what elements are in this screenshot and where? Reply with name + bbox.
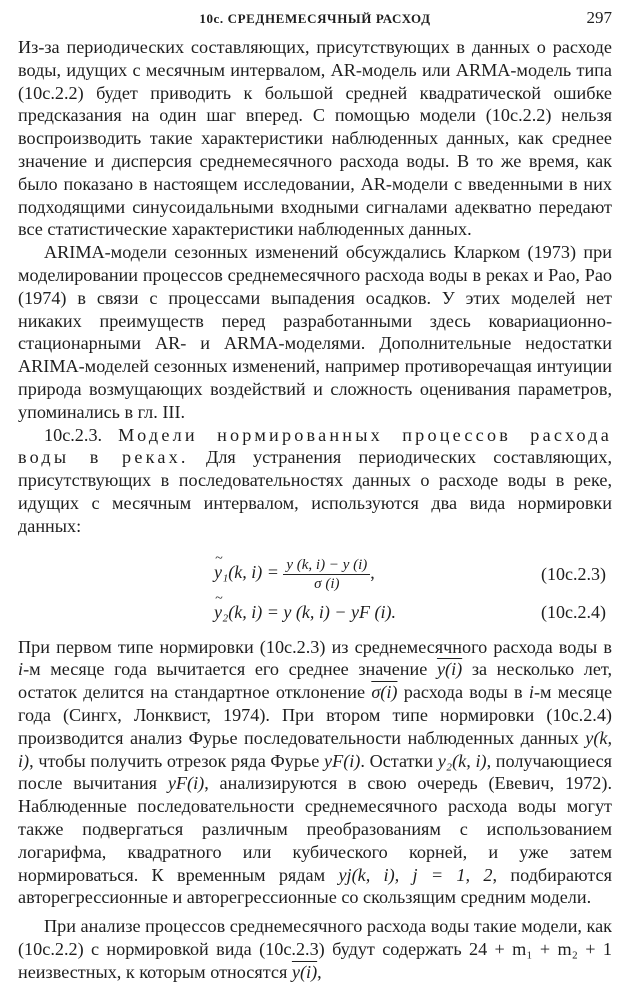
eq2-label: (10с.2.4) xyxy=(541,601,606,622)
p4-part-e: -м месяце года (Сингх, Лонквист, 1974). При втором типе нормировки (10с.2.4) производится анализ Фурье последовательности наблюденных данных xyxy=(18,682,613,748)
running-head: 10с. СРЕДНЕМЕСЯЧНЫЙ РАСХОД xyxy=(199,11,431,26)
math-sigma: σ(i) xyxy=(371,682,398,703)
p4-part-i: , анализируются в свою очередь (Евевич, 1972). Наблюденные последовательности среднемесячного расхода воды могут также подвергаться различным преобразованиям с использованием логарифма, квадратного или кубического корней, и уже затем нормироваться. К временным рядам xyxy=(18,773,613,885)
p4-part-g: . Остатки xyxy=(360,750,434,771)
p4-part-f: , чтобы получить отрезок ряда Фурье xyxy=(29,750,320,771)
section-number: 10с.2.3. xyxy=(44,424,103,445)
p4-part-h: , получающиеся после вычитания xyxy=(18,750,613,794)
page-header xyxy=(18,0,612,36)
section-heading: Модели нормированных процессов расхода воды в реках. xyxy=(18,424,612,468)
paragraph-2: ARIMA-модели сезонных изменений обсуждались Кларком (1973) при моделировании процессов среднемесячного расхода воды в реках и Рао, Рао (1974) в связи с процессами выпадения осадков. У этих моделей нет никаких преимуществ перед разработанными здесь ковариационно-стационарными AR- и ARMA-моделями. Дополнительные недостатки ARIMA-моделей сезонных изменений, например противоречащая интуиции природа возмущающих воздействий и сложность оценивания параметров, упоминались в гл. III. xyxy=(18,242,612,422)
page-number: 297 xyxy=(586,8,612,27)
p4-part-a: При первом типе нормировки (10с.2.3) из среднемесячного расхода воды в xyxy=(18,636,612,657)
p5-part-b: неизвестных, к которым относятся xyxy=(18,961,288,982)
section-text: Для устранения периодических составляющих, присутствующих в последовательностях данных о расходе воды в реке, идущих с месячным интервалом, используются два вида нормировки данных: xyxy=(18,447,613,536)
equation-10c-2-4 xyxy=(18,594,612,636)
book-page xyxy=(18,0,612,983)
math-yF: yF(i) xyxy=(324,750,361,771)
math-yki: y(k, i) xyxy=(18,727,612,771)
math-yF: yF(i) xyxy=(167,773,205,794)
math-ybar: y(i) xyxy=(436,659,463,680)
paragraph-3 xyxy=(18,424,612,538)
paragraph-5: При анализе процессов среднемесячного расхода воды такие модели, как (10с.2.2) с нормировкой вида (10с.2.3) будут содержать 24 + m₁ + m₂ + 1 неизвестных, к которым относятся y(i), xyxy=(18,916,612,982)
math-i: i xyxy=(18,659,24,680)
p5-part-a: При анализе процессов среднемесячного расхода воды такие модели, как (10с.2.2) с нормировкой вида (10с.2.3) будут содержать xyxy=(18,916,612,959)
p4-part-b: -м месяце года вычитается его среднее значение xyxy=(23,659,428,680)
p4-part-j: , подбираются авторегрессионные и авторегрессионные со скользящим средним модели. xyxy=(18,864,612,908)
eq1-numerator: y (k, i) − y (i) xyxy=(283,556,370,575)
p4-part-c: за несколько лет, остаток делится на стандартное отклонение xyxy=(18,659,613,703)
math-y2: y₂(k, i) xyxy=(437,750,487,771)
eq1-fraction xyxy=(283,556,370,593)
math-ybar: y(i) xyxy=(291,961,318,982)
math-count: 24 + m₁ + m₂ + 1 xyxy=(469,938,612,959)
math-i: i xyxy=(528,682,534,703)
eq1-lhs: ~ y₁(k, i) = xyxy=(214,562,279,583)
p4-part-d: расхода воды в xyxy=(403,682,523,703)
equation-10c-2-3 xyxy=(18,548,612,594)
eq1-tail: , xyxy=(370,562,375,583)
eq2-body: ~ y₂(k, i) = y (k, i) − yF (i). xyxy=(214,602,396,623)
eq1-label: (10с.2.3) xyxy=(541,563,606,584)
paragraph-1: Из-за периодических составляющих, присутствующих в данных о расходе воды, идущих с месячным интервалом, AR-модель или ARMA-модель типа (10с.2.2) будет приводить к большой средней квадратической ошибке предсказания на один шаг вперед. С помощью модели (10с.2.2) нельзя воспроизводить такие характеристики наблюденных данных, как среднее значение и дисперсия среднемесячного расхода воды. В то же время, как было показано в настоящем исследовании, AR-модели с введенными в них подходящими синусоидальными входными сигналами адекватно передают все статистические характеристики наблюденных данных. xyxy=(18,37,612,240)
paragraph-4 xyxy=(18,636,612,910)
math-yj: yj(k, i), j = 1, 2 xyxy=(338,864,493,885)
eq1-denominator: σ (i) xyxy=(314,575,340,592)
